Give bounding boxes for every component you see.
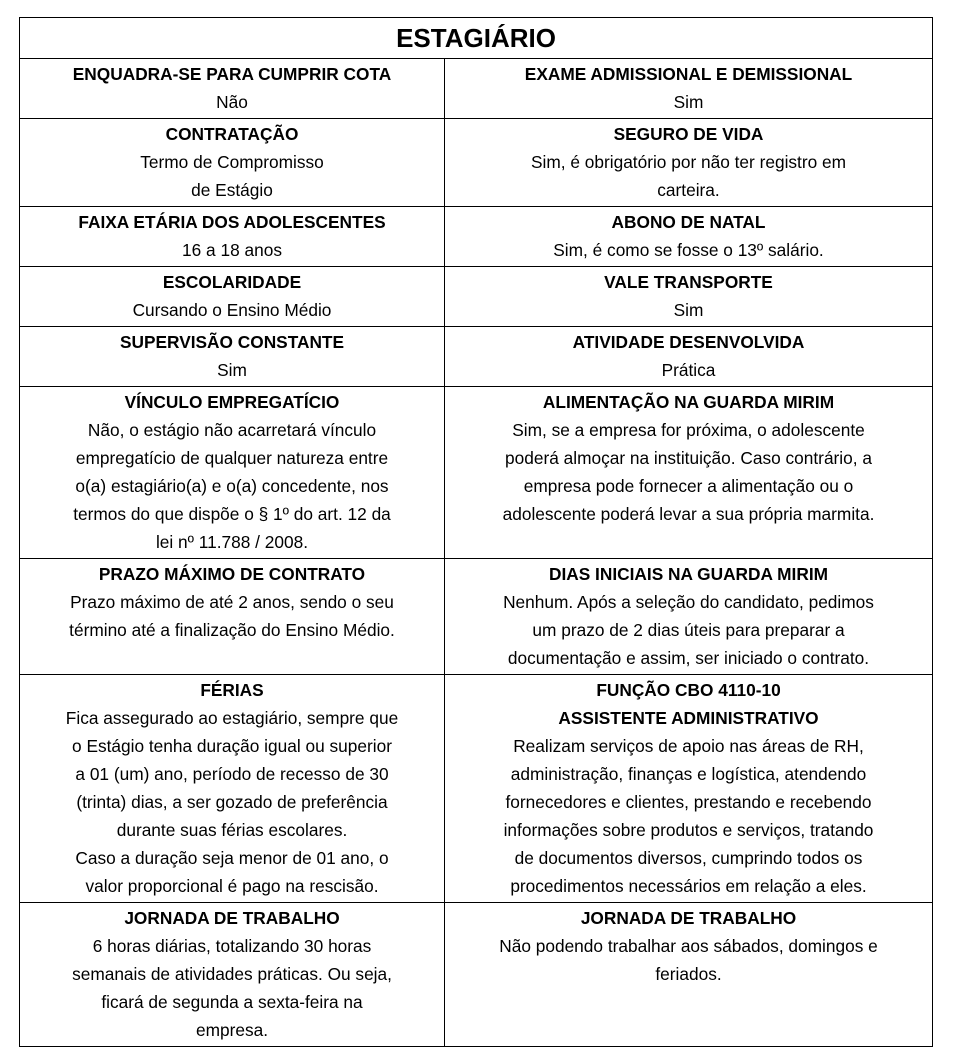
cell-text: Prazo máximo de até 2 anos, sendo o seu término até a finalização do Ensino Médio.	[69, 592, 395, 640]
cell-heading: SEGURO DE VIDA	[613, 124, 764, 144]
cell-heading: PRAZO MÁXIMO DE CONTRATO	[98, 564, 366, 584]
cell-ferias	[20, 675, 445, 903]
cell-text: Sim, é obrigatório por não ter registro em carteira.	[530, 152, 847, 200]
cell-heading: FAIXA ETÁRIA DOS ADOLESCENTES	[78, 212, 386, 232]
cell-dias-iniciais	[445, 559, 933, 675]
cell-text: Sim, é como se fosse o 13º salário.	[553, 240, 824, 260]
cell-text: Fica assegurado ao estagiário, sempre que o Estágio tenha duração igual ou superior a 01 (um) ano, período de recesso de 30 (trinta) dias, a ser gozado de preferência durante suas férias escolares. Caso a duração seja menor de 01 ano, o valor proporcional é pago na rescisão.	[65, 708, 399, 896]
table-title: ESTAGIÁRIO	[20, 18, 933, 59]
cell-text: Realizam serviços de apoio nas áreas de RH, administração, finanças e logística, atendendo fornecedores e clientes, prestando e recebendo informações sobre produtos e serviços, tratando de documentos diversos, cumprindo todos os procedimentos necessários em relação a eles.	[503, 736, 874, 896]
cell-faixa-etaria	[20, 207, 445, 267]
cell-alimentacao	[445, 387, 933, 559]
cell-heading: EXAME ADMISSIONAL E DEMISSIONAL	[524, 64, 853, 84]
table-row	[20, 903, 933, 1047]
cell-heading: ENQUADRA-SE PARA CUMPRIR COTA	[72, 64, 392, 84]
cell-vale-transporte	[445, 267, 933, 327]
table-row	[20, 327, 933, 387]
cell-text: Sim	[217, 360, 247, 380]
cell-abono	[445, 207, 933, 267]
title-row	[20, 18, 933, 59]
cell-text: Não, o estágio não acarretará vínculo empregatício de qualquer natureza entre o(a) estagiário(a) e o(a) concedente, nos termos do que dispõe o § 1º do art. 12 da lei nº 11.788 / 2008.	[73, 420, 391, 552]
cell-heading: ESCOLARIDADE	[162, 272, 302, 292]
cell-text: Sim, se a empresa for próxima, o adolescente poderá almoçar na instituição. Caso contrário, a empresa pode fornecer a alimentação ou o adolescente poderá levar a sua própria marmita.	[502, 420, 875, 524]
cell-heading: ATIVIDADE DESENVOLVIDA	[572, 332, 805, 352]
cell-atividade	[445, 327, 933, 387]
cell-funcao-cbo	[445, 675, 933, 903]
table-row	[20, 387, 933, 559]
cell-text: Não	[216, 92, 248, 112]
table-row	[20, 59, 933, 119]
cell-text: Nenhum. Após a seleção do candidato, pedimos um prazo de 2 dias úteis para preparar a documentação e assim, ser iniciado o contrato.	[503, 592, 874, 668]
cell-text: Prática	[661, 360, 716, 380]
cell-text: 16 a 18 anos	[182, 240, 282, 260]
cell-supervisao	[20, 327, 445, 387]
cell-heading: FÉRIAS	[200, 680, 264, 700]
table-row	[20, 559, 933, 675]
info-table	[19, 17, 933, 1047]
cell-contratacao	[20, 119, 445, 207]
cell-heading: CONTRATAÇÃO	[165, 124, 299, 144]
table-row	[20, 207, 933, 267]
cell-heading: VÍNCULO EMPREGATÍCIO	[124, 392, 340, 412]
cell-heading: FUNÇÃO CBO 4110-10 ASSISTENTE ADMINISTRATIVO	[558, 680, 819, 728]
cell-heading: VALE TRANSPORTE	[604, 272, 773, 292]
cell-heading: JORNADA DE TRABALHO	[580, 908, 797, 928]
cell-text: Sim	[673, 92, 704, 112]
cell-text: Não podendo trabalhar aos sábados, domingos e feriados.	[499, 936, 878, 984]
table-row	[20, 267, 933, 327]
cell-heading: ABONO DE NATAL	[611, 212, 766, 232]
cell-text: Cursando o Ensino Médio	[132, 300, 332, 320]
cell-text: 6 horas diárias, totalizando 30 horas semanais de atividades práticas. Ou seja, ficará de segunda a sexta-feira na empresa.	[72, 936, 392, 1040]
cell-prazo	[20, 559, 445, 675]
cell-heading: JORNADA DE TRABALHO	[124, 908, 340, 928]
cell-text: Termo de Compromisso de Estágio	[140, 152, 324, 200]
table-row	[20, 119, 933, 207]
cell-heading: ALIMENTAÇÃO NA GUARDA MIRIM	[542, 392, 835, 412]
cell-heading: SUPERVISÃO CONSTANTE	[119, 332, 345, 352]
table-row	[20, 675, 933, 903]
cell-vinculo	[20, 387, 445, 559]
cell-jornada-left	[20, 903, 445, 1047]
cell-escolaridade	[20, 267, 445, 327]
cell-seguro	[445, 119, 933, 207]
cell-heading: DIAS INICIAIS NA GUARDA MIRIM	[548, 564, 829, 584]
cell-cota	[20, 59, 445, 119]
cell-jornada-right	[445, 903, 933, 1047]
cell-exame	[445, 59, 933, 119]
cell-text: Sim	[673, 300, 704, 320]
